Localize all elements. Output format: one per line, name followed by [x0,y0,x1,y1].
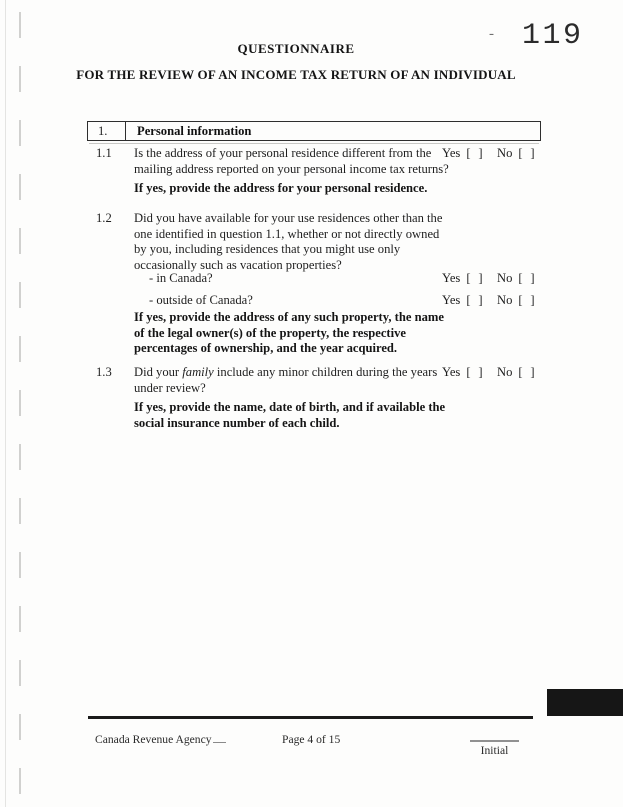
q1-2a-no-checkbox[interactable]: [ ] [518,271,536,285]
page-edge-line [5,0,6,807]
instruction-line: of the legal owner(s) of the property, the respective [134,325,406,340]
question-1-3-instruction [134,400,445,431]
q1-2b-yes-option [442,293,483,308]
agency-text: Canada Revenue Agency [95,733,212,746]
question-line [134,365,437,381]
q1-1-yes-option [442,146,483,161]
instruction-line: social insurance number of each child. [134,415,340,430]
q1-3-yes-checkbox[interactable]: [ ] [466,365,484,379]
question-1-1-number: 1.1 [96,146,112,160]
question-1-3-text [134,365,437,396]
question-line-part: include any minor children during the years [213,365,438,379]
q1-2b-no-checkbox[interactable]: [ ] [518,293,536,307]
q1-2-sub-outside-canada: - outside of Canada? [149,293,253,307]
question-1-2-text [134,211,442,273]
document-subtitle: FOR THE REVIEW OF AN INCOME TAX RETURN OF AN INDIVIDUAL [76,67,516,82]
question-1-3-number: 1.3 [96,365,112,379]
question-line: one identified in question 1.1, whether or not directly owned [134,226,440,241]
q1-2b-yes-checkbox[interactable]: [ ] [466,293,484,307]
initial-signature-line[interactable] [470,740,519,742]
section-header-box [87,121,541,141]
footer-rule [88,716,533,719]
section-title: Personal information [137,123,252,138]
q1-1-yes-checkbox[interactable]: [ ] [466,146,484,160]
question-line: Did you have available for your use residences other than the [134,211,443,225]
q1-1-no-option [497,146,535,161]
yes-label: Yes [442,293,461,307]
question-1-1-instruction [134,181,427,197]
q1-2a-yes-option [442,271,483,286]
q1-2-sub-in-canada: - in Canada? [149,271,213,285]
instruction-line: If yes, provide the name, date of birth, and if available the [134,400,446,414]
scan-artifact-bar [547,689,623,716]
question-line: under review? [134,380,206,395]
instruction-line: If yes, provide the address for your personal residence. [134,181,428,195]
question-1-2-instruction [134,310,444,357]
page-number-stamp: 119 [522,19,584,53]
q1-2a-no-option [497,271,535,286]
scan-ghost-line [89,143,539,144]
binding-dashes [19,12,21,797]
yes-label: Yes [442,365,461,379]
question-line: by you, including residences that you might use only [134,242,401,256]
document-title: QUESTIONNAIRE [237,41,355,56]
instruction-line: If yes, provide the address of any such property, the name [134,310,444,324]
question-line: mailing address reported on your personal income tax returns? [134,161,449,176]
footer-agency-name [95,733,226,746]
italic-word-family: family [182,365,214,379]
footer-page-number: Page 4 of 15 [282,733,341,746]
question-line-part: Did your [134,365,183,379]
stray-underscore-mark [213,739,226,743]
initial-label: Initial [480,744,509,757]
q1-2b-no-option [497,293,535,308]
question-line: occasionally such as vacation properties? [134,257,342,272]
yes-label: Yes [442,271,461,285]
instruction-line: percentages of ownership, and the year acquired. [134,341,398,355]
question-line: Is the address of your personal residence different from the [134,146,432,160]
no-label: No [497,271,513,285]
question-1-1-text [134,146,449,177]
yes-label: Yes [442,146,461,160]
no-label: No [497,293,513,307]
stamp-dash-mark: - [489,26,494,42]
q1-3-no-option [497,365,535,380]
q1-3-no-checkbox[interactable]: [ ] [518,365,536,379]
no-label: No [497,365,513,379]
section-number: 1. [88,122,126,140]
q1-1-no-checkbox[interactable]: [ ] [518,146,536,160]
question-1-2-number: 1.2 [96,211,112,225]
q1-2a-yes-checkbox[interactable]: [ ] [466,271,484,285]
no-label: No [497,146,513,160]
q1-3-yes-option [442,365,483,380]
